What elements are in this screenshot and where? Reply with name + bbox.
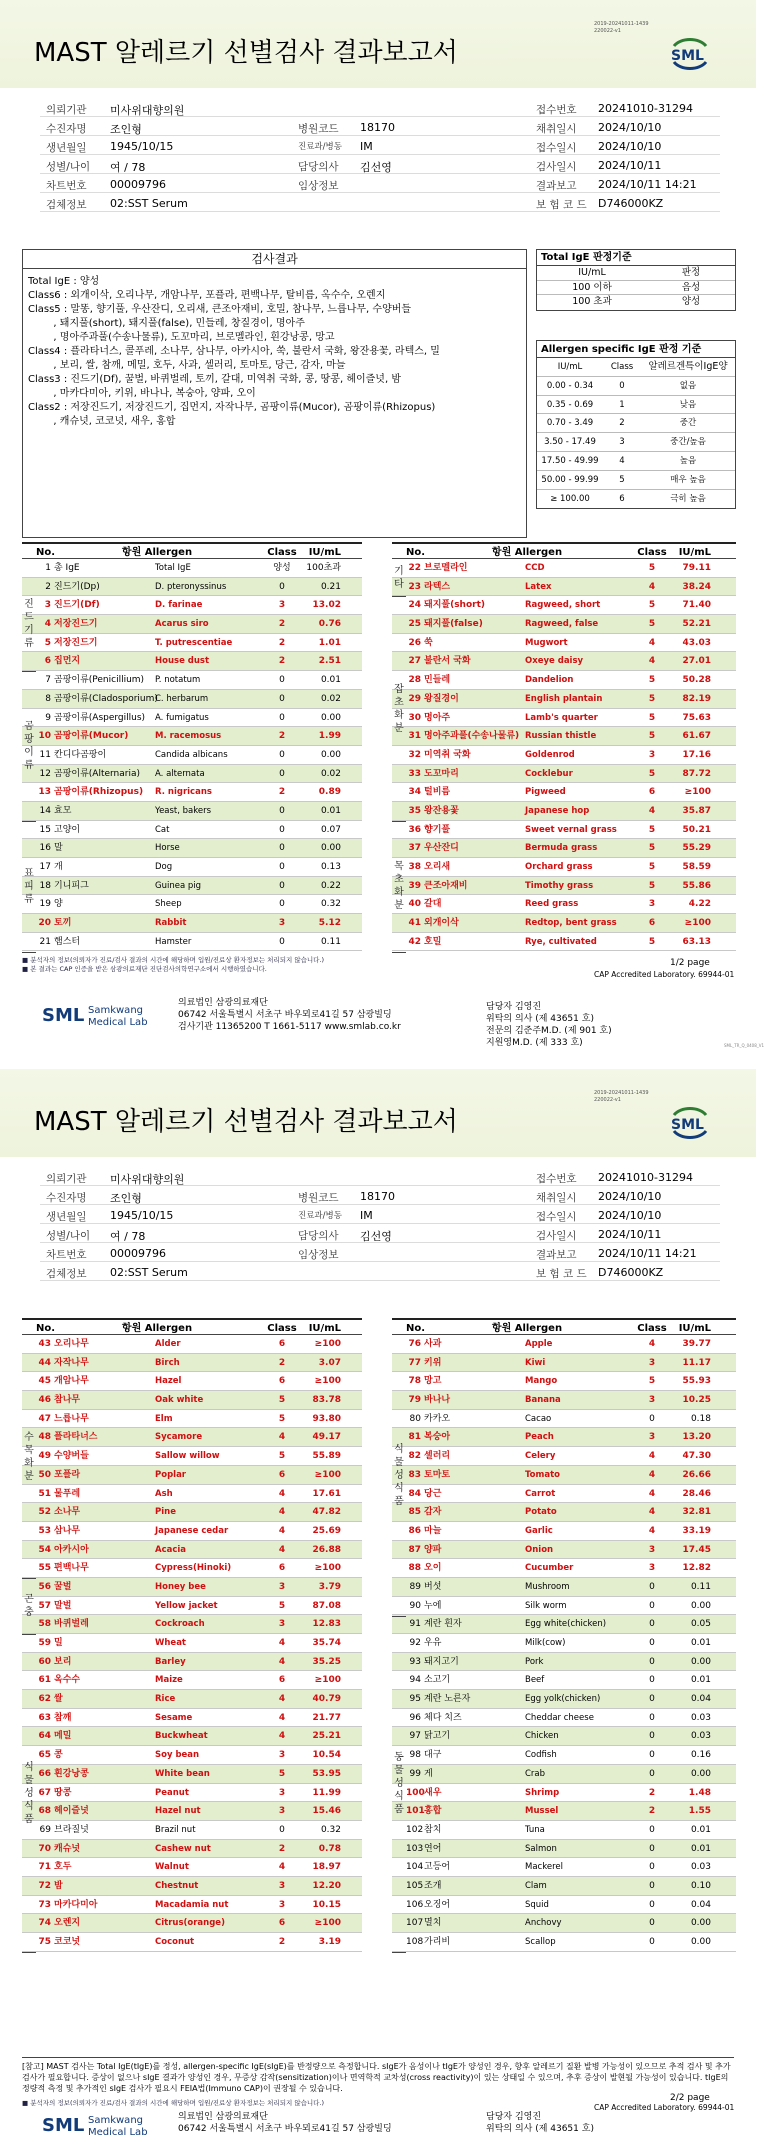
table-header: No. 항원 Allergen Class IU/mL xyxy=(22,542,362,559)
patient-info: 의뢰기관 미사위대향의원 접수번호 20241010-31294 수진자명 조인형 병원코드 18170 채취일시 2024/10/10 생년월일 1945/10/15 진료과/병동 IM 접수일시 2024/10/10 성별/나이 여 / 78 담당의사 김선영 검사일시 2024/10/11 차트번호 00009796 임상정보 결과보고 2024/10/11 14:21 검체정보 02:SST Serum 보 험 코 드 D746000KZ xyxy=(40,1167,720,1281)
allergen-row: 14 효모 Yeast, bakers 0 0.01 xyxy=(22,802,362,821)
allergen-row: 69 브라질넛 Brazil nut 0 0.32 xyxy=(22,1821,362,1840)
allergen-row: 36 향기풀 Sweet vernal grass 5 50.21 xyxy=(392,821,736,840)
allergen-row: 101 홍합 Mussel 2 1.55 xyxy=(392,1802,736,1821)
table-header: No. 항원 Allergen Class IU/mL xyxy=(22,1318,362,1335)
allergen-row: 44 자작나무 Birch 2 3.07 xyxy=(22,1354,362,1373)
allergen-row: 47 느릅나무 Elm 5 93.80 xyxy=(22,1410,362,1429)
allergen-row: 11 칸디다곰팡이 Candida albicans 0 0.00 xyxy=(22,746,362,765)
result-line: Class2 : 저장진드기, 저장진드기, 집먼지, 자작나무, 곰팡이류(Mucor), 곰팡이류(Rhizopus) xyxy=(28,402,436,413)
allergen-row: 35 왕잔용꽃 Japanese hop 4 35.87 xyxy=(392,802,736,821)
allergen-row: 16 말 Horse 0 0.00 xyxy=(22,839,362,858)
group-label: 수목화분 xyxy=(24,1431,34,1482)
document-title: MAST 알레르기 선별검사 결과보고서 xyxy=(34,1107,458,1137)
result-line: , 마카다미아, 키위, 바나나, 복숭아, 양파, 오이 xyxy=(28,388,256,399)
allergen-row: 92 우유 Milk(cow) 0 0.01 xyxy=(392,1634,736,1653)
result-line: , 돼지풀(short), 돼지풀(false), 민들레, 창질경이, 명아주 xyxy=(28,318,305,329)
allergen-row: 52 소나무 Pine 4 47.82 xyxy=(22,1503,362,1522)
footer-signature: 담당자 김영진 위탁의 의사 (제 43651 호) 전문의 김준주M.D. (제 901 호) 지원영M.D. (제 333 호) xyxy=(486,1002,612,1048)
allergen-row: 8 곰팡이류(Cladosporium) C. herbarum 0 0.02 xyxy=(22,690,362,709)
table-header: No. 항원 Allergen Class IU/mL xyxy=(392,542,736,559)
allergen-row: 17 개 Dog 0 0.13 xyxy=(22,858,362,877)
allergen-row: 88 오이 Cucumber 3 12.82 xyxy=(392,1559,736,1578)
allergen-row: 82 셀러리 Celery 4 47.30 xyxy=(392,1447,736,1466)
group-label: 잡초화분 xyxy=(394,683,404,734)
allergen-row: 70 캐슈넛 Cashew nut 2 0.78 xyxy=(22,1840,362,1859)
allergen-row: 77 키위 Kiwi 3 11.17 xyxy=(392,1354,736,1373)
allergen-row: 55 편백나무 Cypress(Hinoki) 6 ≥100 xyxy=(22,1559,362,1578)
allergen-row: 42 호밀 Rye, cultivated 5 63.13 xyxy=(392,933,736,952)
allergen-row: 100 새우 Shrimp 2 1.48 xyxy=(392,1784,736,1803)
footer-address: 의료법인 삼광의료재단 06742 서울특별시 서초구 바우뫼로41길 57 삼광빌딩 xyxy=(178,2112,392,2134)
allergen-row: 33 도꼬마리 Cocklebur 5 87.72 xyxy=(392,765,736,784)
allergen-row: 90 누에 Silk worm 0 0.00 xyxy=(392,1597,736,1616)
group-label: 동물성식품 xyxy=(394,1752,404,1816)
allergen-row: 28 민들레 Dandelion 5 50.28 xyxy=(392,671,736,690)
group-label: 진드기류 xyxy=(24,599,34,650)
result-summary-title: 검사결과 xyxy=(23,250,526,269)
allergen-row: 12 곰팡이류(Alternaria) A. alternata 0 0.02 xyxy=(22,765,362,784)
sml-logo: SML xyxy=(668,36,712,70)
allergen-row: 71 호두 Walnut 4 18.97 xyxy=(22,1858,362,1877)
allergen-row: 10 곰팡이류(Mucor) M. racemosus 2 1.99 xyxy=(22,727,362,746)
allergen-row: 99 게 Crab 0 0.00 xyxy=(392,1765,736,1784)
result-line: Class4 : 플라타너스, 콜푸레, 소나무, 삼나무, 아카시아, 쑥, 불란서 국화, 왕잔용꽃, 라텍스, 밀 xyxy=(28,346,440,357)
allergen-row: 13 곰팡이류(Rhizopus) R. nigricans 2 0.89 xyxy=(22,783,362,802)
allergen-row: 83 토마토 Tomato 4 26.66 xyxy=(392,1466,736,1485)
allergen-row: 68 헤이즐넛 Hazel nut 3 15.46 xyxy=(22,1802,362,1821)
group-label: 곰팡이류 xyxy=(24,720,34,771)
allergen-row: 23 라텍스 Latex 4 38.24 xyxy=(392,578,736,597)
allergen-row: 3 진드기(Df) D. farinae 3 13.02 xyxy=(22,596,362,615)
footer xyxy=(0,2109,756,2138)
group-label: 기타 xyxy=(394,565,404,590)
group-label: 표피류 xyxy=(24,867,34,905)
samkwang-logo: SML Samkwang Medical Lab xyxy=(42,1005,148,1028)
allergen-row: 104 고등어 Mackerel 0 0.03 xyxy=(392,1858,736,1877)
allergen-row: 67 땅콩 Peanut 3 11.99 xyxy=(22,1784,362,1803)
allergen-row: 81 복숭아 Peach 3 13.20 xyxy=(392,1428,736,1447)
allergen-row: 105 조개 Clam 0 0.10 xyxy=(392,1877,736,1896)
allergen-row: 37 우산잔디 Bermuda grass 5 55.29 xyxy=(392,839,736,858)
allergen-row: 20 토끼 Rabbit 3 5.12 xyxy=(22,914,362,933)
allergen-row: 91 계란 흰자 Egg white(chicken) 0 0.05 xyxy=(392,1615,736,1634)
allergen-table-left xyxy=(22,542,362,951)
allergen-row: 27 불란서 국화 Oxeye daisy 4 27.01 xyxy=(392,652,736,671)
result-summary-box xyxy=(22,249,527,538)
allergen-row: 50 포플라 Poplar 6 ≥100 xyxy=(22,1466,362,1485)
allergen-row: 107 멸치 Anchovy 0 0.00 xyxy=(392,1914,736,1933)
table-header: No. 항원 Allergen Class IU/mL xyxy=(392,1318,736,1335)
criteria-row: 0.70 - 3.49 2 중간 xyxy=(537,414,735,433)
allergen-row: 25 돼지풀(false) Ragweed, false 5 52.21 xyxy=(392,615,736,634)
allergen-row: 41 외개이삭 Redtop, bent grass 6 ≥100 xyxy=(392,914,736,933)
allergen-row: 51 물푸레 Ash 4 17.61 xyxy=(22,1485,362,1504)
allergen-table-left xyxy=(22,1318,362,1952)
allergen-table-right xyxy=(392,542,736,951)
allergen-row: 63 참깨 Sesame 4 21.77 xyxy=(22,1709,362,1728)
group-label: 곤충 xyxy=(24,1594,34,1619)
group-label: 식물성식품 xyxy=(24,1761,34,1825)
allergen-row: 94 소고기 Beef 0 0.01 xyxy=(392,1671,736,1690)
allergen-row: 21 햄스터 Hamster 0 0.11 xyxy=(22,933,362,952)
footer xyxy=(0,987,764,1051)
allergen-row: 22 브로멜라인 CCD 5 79.11 xyxy=(392,559,736,578)
allergen-row: 60 보리 Barley 4 35.25 xyxy=(22,1653,362,1672)
allergen-row: 56 꿀벌 Honey bee 3 3.79 xyxy=(22,1578,362,1597)
criteria-row: 17.50 - 49.99 4 높음 xyxy=(537,452,735,471)
allergen-row: 5 저장진드기 T. putrescentiae 2 1.01 xyxy=(22,634,362,653)
allergen-row: 66 흰강낭콩 White bean 5 53.95 xyxy=(22,1765,362,1784)
allergen-table-right xyxy=(392,1318,736,1952)
reference-note: [참고] MAST 검사는 Total IgE(tIgE)를 정성, allergen-specific IgE(sIgE)를 반정량으로 측정합니다. sIgE가 음성이나 tIgE가 양성인 경우, 향후 알레르기 질환 발병 가능성이 있으므로 추적 검사 및 추가검사가 필요합니다. 증상이 없으나 sIgE 결과가 양성인 경우, 무증상 감작(sensitization)이나 면역학적 교차성(cross reactivity)이 있는 상태일 수 있으며, 추후 증상이 발현될 가능성이 있습니다. tIgE의 정량적 측정 및 추가적인 sIgE 검사가 필요시 FEIA법(Immuno CAP)이 권장될 수 있습니다. xyxy=(22,2057,734,2094)
allergen-row: 40 갈대 Reed grass 3 4.22 xyxy=(392,895,736,914)
cap-accredited: CAP Accredited Laboratory. 69944-01 xyxy=(594,2103,735,2112)
allergen-row: 73 마카다미아 Macadamia nut 3 10.15 xyxy=(22,1896,362,1915)
report-page-2 xyxy=(0,1069,756,2138)
patient-info: 의뢰기관 미사위대향의원 접수번호 20241010-31294 수진자명 조인형 병원코드 18170 채취일시 2024/10/10 생년월일 1945/10/15 진료과/병동 IM 접수일시 2024/10/10 성별/나이 여 / 78 담당의사 김선영 검사일시 2024/10/11 차트번호 00009796 임상정보 결과보고 2024/10/11 14:21 검체정보 02:SST Serum 보 험 코 드 D746000KZ xyxy=(40,98,720,212)
footer-address: 의료법인 삼광의료재단 06742 서울특별시 서초구 바우뫼로41길 57 삼광빌딩 검사기관 11365200 T 1661-5117 www.smlab.co.kr xyxy=(178,998,401,1032)
criteria-row: 3.50 - 17.49 3 중간/높음 xyxy=(537,433,735,452)
allergen-row: 15 고양이 Cat 0 0.07 xyxy=(22,821,362,840)
report-page-1 xyxy=(0,0,764,1069)
allergen-criteria-table: Allergen specific IgE 판정 기준 IU/mL Class 알레르겐특이IgE양 0.00 - 0.34 0 없음 0.35 - 0.69 1 낮음 0.70 - 3.49 2 중간 3.50 - 17.49 3 중간/높음 17.50 - 49.99 4 높음 50.00 - 99.99 5 매우 높음 ≥ 100.00 6 극히 높음 xyxy=(536,340,736,509)
allergen-row: 65 콩 Soy bean 3 10.54 xyxy=(22,1746,362,1765)
allergen-row: 1 총 IgE Total IgE 양성 100초과 xyxy=(22,559,362,578)
allergen-row: 18 기니피그 Guinea pig 0 0.22 xyxy=(22,877,362,896)
allergen-row: 6 집먼지 House dust 2 2.51 xyxy=(22,652,362,671)
criteria-row: 0.35 - 0.69 1 낮음 xyxy=(537,396,735,415)
allergen-row: 80 카카오 Cacao 0 0.18 xyxy=(392,1410,736,1429)
allergen-row: 62 쌀 Rice 4 40.79 xyxy=(22,1690,362,1709)
footnote: ■ 분석자의 정보(의뢰자가 진료/검사 결과의 시간에 해당하며 입원/진료상 환자정보는 처리되지 않습니다.) ■ 본 결과는 CAP 인증을 받은 삼광의료재단 진단검사의학연구소에서 시행하였습니다. xyxy=(22,956,325,973)
allergen-row: 97 닭고기 Chicken 0 0.03 xyxy=(392,1727,736,1746)
allergen-row: 79 바나나 Banana 3 10.25 xyxy=(392,1391,736,1410)
allergen-row: 31 명아주과풀(수송나물류) Russian thistle 5 61.67 xyxy=(392,727,736,746)
allergen-row: 4 저장진드기 Acarus siro 2 0.76 xyxy=(22,615,362,634)
criteria-row: 50.00 - 99.99 5 매우 높음 xyxy=(537,471,735,490)
result-summary-body xyxy=(23,269,526,435)
criteria-row: ≥ 100.00 6 극히 높음 xyxy=(550,493,706,504)
allergen-row: 9 곰팡이류(Aspergillus) A. fumigatus 0 0.00 xyxy=(22,709,362,728)
allergen-row: 58 바퀴벌레 Cockroach 3 12.83 xyxy=(22,1615,362,1634)
allergen-row: 30 명아주 Lamb's quarter 5 75.63 xyxy=(392,709,736,728)
allergen-row: 39 큰조아재비 Timothy grass 5 55.86 xyxy=(392,877,736,896)
allergen-row: 102 참치 Tuna 0 0.01 xyxy=(392,1821,736,1840)
allergen-row: 45 개암나무 Hazel 6 ≥100 xyxy=(22,1372,362,1391)
allergen-row: 75 코코넛 Coconut 2 3.19 xyxy=(22,1933,362,1952)
total-ige-criteria-table: Total IgE 판정기준 IU/mL 판정 100 이하 음성 100 초과 양성 xyxy=(536,249,736,311)
allergen-row: 72 밤 Chestnut 3 12.20 xyxy=(22,1877,362,1896)
page-number: 1/2 page xyxy=(670,958,710,968)
allergen-row: 96 체다 치즈 Cheddar cheese 0 0.03 xyxy=(392,1709,736,1728)
document-code: 2019-20241011-1439 220022-v1 xyxy=(594,21,649,34)
allergen-row: 85 감자 Potato 4 32.81 xyxy=(392,1503,736,1522)
allergen-row: 43 오리나무 Alder 6 ≥100 xyxy=(22,1335,362,1354)
allergen-row: 26 쑥 Mugwort 4 43.03 xyxy=(392,634,736,653)
allergen-row: 87 양파 Onion 3 17.45 xyxy=(392,1541,736,1560)
form-code: SML_TR_Q_0408_V1 xyxy=(724,1043,764,1048)
allergen-row: 34 털비름 Pigweed 6 ≥100 xyxy=(392,783,736,802)
allergen-row: 93 돼지고기 Pork 0 0.00 xyxy=(392,1653,736,1672)
group-label: 식물성식품 xyxy=(394,1443,404,1507)
document-title: MAST 알레르기 선별검사 결과보고서 xyxy=(34,38,458,68)
allergen-row: 76 사과 Apple 4 39.77 xyxy=(392,1335,736,1354)
allergen-row: 29 왕질경이 English plantain 5 82.19 xyxy=(392,690,736,709)
allergen-row: 59 밀 Wheat 4 35.74 xyxy=(22,1634,362,1653)
allergen-row: 48 플라타너스 Sycamore 4 49.17 xyxy=(22,1428,362,1447)
criteria-row: 0.00 - 0.34 0 없음 xyxy=(537,377,735,396)
footnote: ■ 분석자의 정보(의뢰자가 진료/검사 결과의 시간에 해당하며 입원/진료상 환자정보는 처리되지 않습니다.) xyxy=(22,2099,325,2107)
allergen-row: 49 수양버들 Sallow willow 5 55.89 xyxy=(22,1447,362,1466)
allergen-row: 78 망고 Mango 5 55.93 xyxy=(392,1372,736,1391)
allergen-row: 24 돼지풀(short) Ragweed, short 5 71.40 xyxy=(392,596,736,615)
allergen-row: 95 계란 노른자 Egg yolk(chicken) 0 0.04 xyxy=(392,1690,736,1709)
result-line: , 명아주과풀(수송나물류), 도꼬마리, 브로멜라인, 흰강낭콩, 망고 xyxy=(28,332,335,343)
allergen-row: 2 진드기(Dp) D. pteronyssinus 0 0.21 xyxy=(22,578,362,597)
allergen-row: 86 마늘 Garlic 4 33.19 xyxy=(392,1522,736,1541)
sml-logo: SML xyxy=(668,1105,712,1139)
result-line: Class6 : 외개이삭, 오리나무, 개암나무, 포플라, 편백나무, 탈비름, 옥수수, 오렌지 xyxy=(28,290,386,301)
allergen-row: 108 가리비 Scallop 0 0.00 xyxy=(392,1933,736,1952)
allergen-row: 106 오징어 Squid 0 0.04 xyxy=(392,1896,736,1915)
result-line: Class3 : 진드기(Df), 꿀벌, 바퀴벌레, 토끼, 갈대, 미역취 국화, 콩, 땅콩, 헤이즐넛, 밤 xyxy=(28,374,401,385)
group-label: 목초화분 xyxy=(394,861,404,912)
allergen-row: 46 참나무 Oak white 5 83.78 xyxy=(22,1391,362,1410)
allergen-row: 32 미역취 국화 Goldenrod 3 17.16 xyxy=(392,746,736,765)
result-line: , 캐슈넛, 코코넛, 새우, 홍합 xyxy=(28,416,176,427)
document-code: 2019-20241011-1439 220022-v1 xyxy=(594,1090,649,1103)
result-line: , 보리, 쌀, 참깨, 메밀, 호두, 사과, 셀러리, 토마토, 당근, 감자, 마늘 xyxy=(28,360,346,371)
result-line: Total IgE : 양성 xyxy=(28,276,100,287)
allergen-row: 98 대구 Codfish 0 0.16 xyxy=(392,1746,736,1765)
allergen-row: 57 말벌 Yellow jacket 5 87.08 xyxy=(22,1597,362,1616)
page-number: 2/2 page xyxy=(670,2093,710,2103)
result-line: Class5 : 말똥, 향기풀, 우산잔디, 오리새, 큰조아재비, 호밀, 참나무, 느릅나무, 수양버들 xyxy=(28,304,412,315)
allergen-row: 103 연어 Salmon 0 0.01 xyxy=(392,1840,736,1859)
allergen-row: 84 당근 Carrot 4 28.46 xyxy=(392,1485,736,1504)
allergen-row: 89 버섯 Mushroom 0 0.11 xyxy=(392,1578,736,1597)
cap-accredited: CAP Accredited Laboratory. 69944-01 xyxy=(594,970,735,979)
allergen-row: 7 곰팡이류(Penicillium) P. notatum 0 0.01 xyxy=(22,671,362,690)
samkwang-logo: SML Samkwang Medical Lab xyxy=(42,2115,148,2138)
allergen-row: 74 오렌지 Citrus(orange) 6 ≥100 xyxy=(22,1914,362,1933)
allergen-row: 64 메밀 Buckwheat 4 25.21 xyxy=(22,1727,362,1746)
footer-signature: 담당자 김영진 위탁의 의사 (제 43651 호) xyxy=(486,2112,594,2134)
allergen-row: 38 오리새 Orchard grass 5 58.59 xyxy=(392,858,736,877)
allergen-row: 61 옥수수 Maize 6 ≥100 xyxy=(22,1671,362,1690)
allergen-row: 54 아카시아 Acacia 4 26.88 xyxy=(22,1541,362,1560)
allergen-row: 19 양 Sheep 0 0.32 xyxy=(22,895,362,914)
allergen-row: 53 삼나무 Japanese cedar 4 25.69 xyxy=(22,1522,362,1541)
